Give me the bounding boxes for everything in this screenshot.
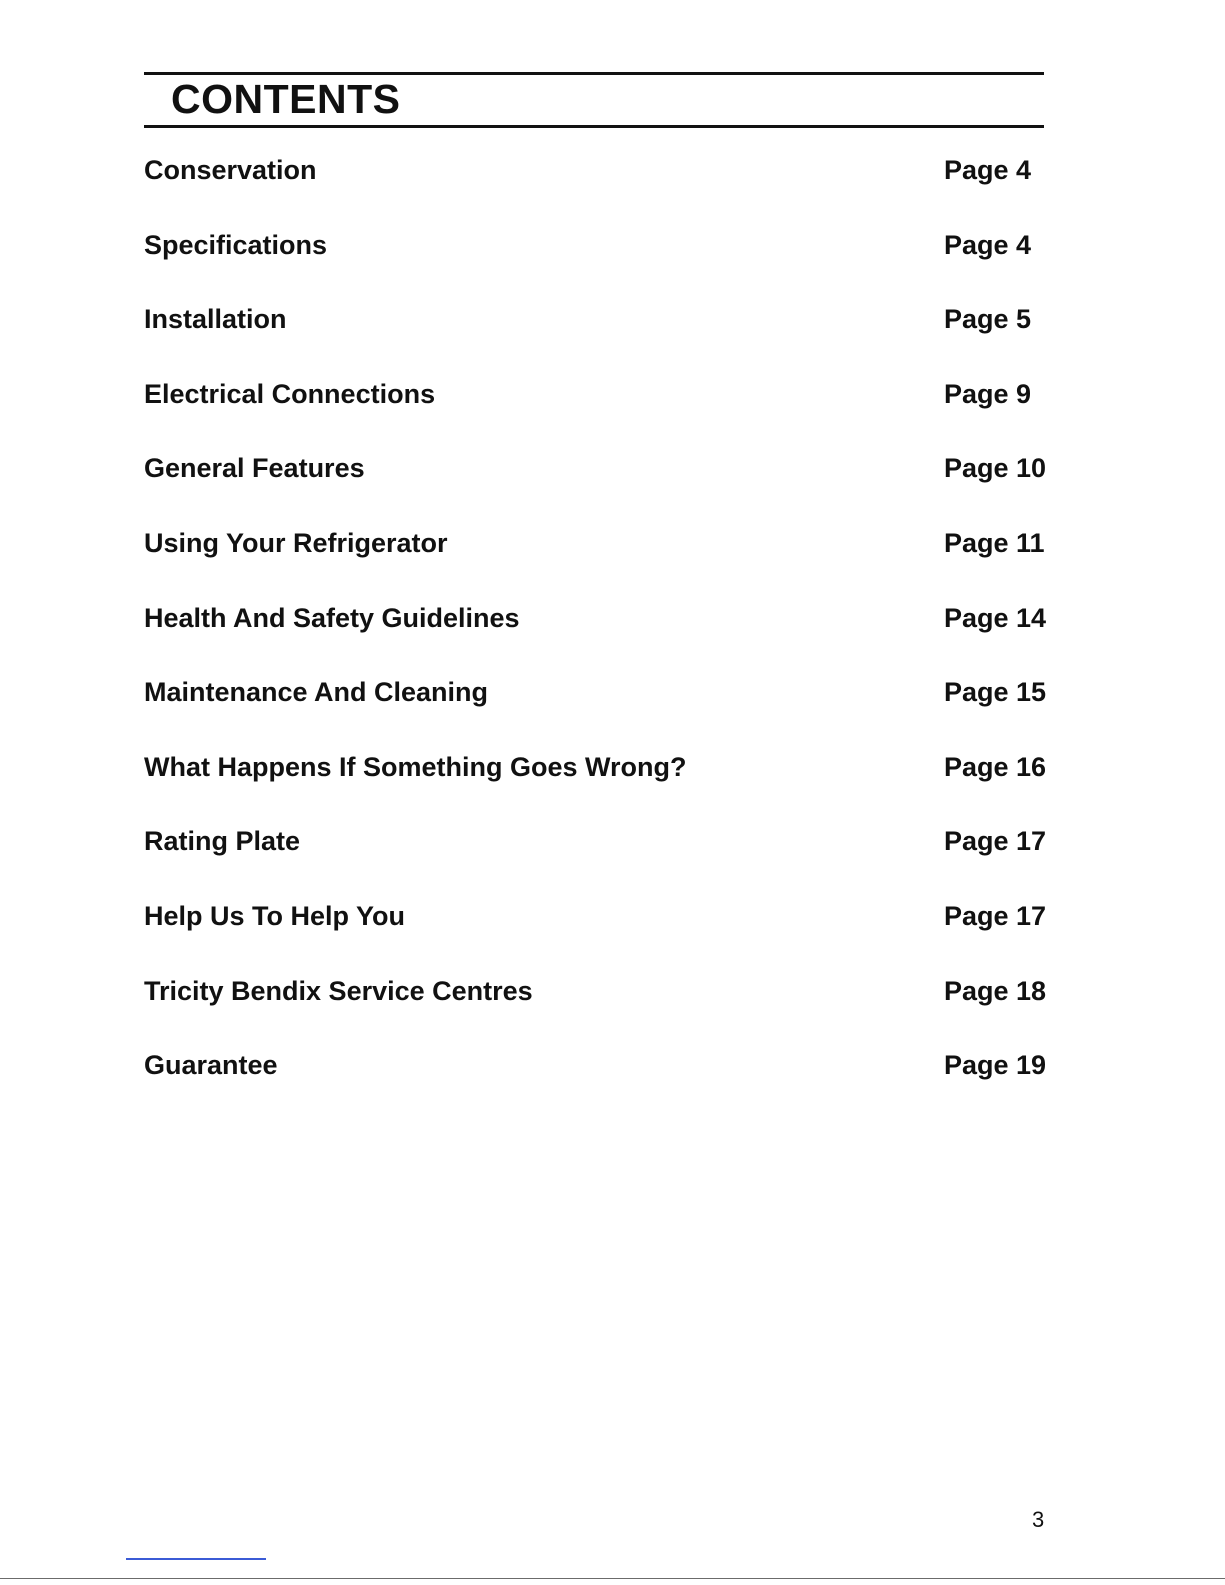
scan-artifact-mark — [126, 1558, 266, 1560]
toc-entry-page: Page 4 — [944, 155, 1032, 185]
toc-entry-label: Help Us To Help You — [144, 900, 406, 931]
toc-entry-page: Page 5 — [944, 304, 1032, 335]
toc-entry — [144, 598, 1047, 673]
toc-entry — [144, 150, 1044, 225]
toc-entry — [144, 747, 1047, 822]
toc-entry-page: Page 10 — [944, 453, 1047, 484]
toc-entry-label: Conservation — [144, 155, 317, 185]
page-number: 3 — [1032, 1507, 1045, 1532]
header-bottom-rule — [144, 125, 1044, 128]
toc-entry-label: Installation — [144, 304, 287, 335]
toc-entry-page: Page 18 — [944, 975, 1047, 1006]
toc-entry — [144, 821, 1047, 896]
toc-entry-label: Tricity Bendix Service Centres — [144, 975, 533, 1006]
toc-entry-label: Electrical Connections — [144, 378, 436, 409]
toc-entry — [144, 896, 1047, 971]
toc-entry — [144, 523, 1044, 598]
toc-entry — [144, 448, 1047, 523]
toc-entry-label: Specifications — [144, 229, 328, 260]
toc-entry-label: What Happens If Something Goes Wrong? — [144, 751, 687, 782]
scan-edge-line — [0, 1578, 1225, 1579]
toc-entry — [144, 971, 1047, 1046]
toc-entry — [144, 225, 1044, 300]
page-title: CONTENTS — [171, 76, 401, 122]
toc-entry-label: Maintenance And Cleaning — [144, 677, 489, 708]
toc-entry — [144, 374, 1044, 449]
toc-entry — [144, 1045, 1047, 1120]
toc-entry-page: Page 19 — [944, 1050, 1047, 1081]
toc-entry-label: General Features — [144, 453, 365, 484]
table-of-contents — [144, 150, 1047, 1120]
toc-entry-page: Page 17 — [944, 826, 1047, 857]
toc-entry-page: Page 9 — [944, 378, 1032, 409]
toc-entry-page: Page 16 — [944, 751, 1047, 782]
toc-entry-page: Page 15 — [944, 677, 1047, 708]
toc-entry-label: Using Your Refrigerator — [144, 527, 448, 558]
toc-entry-page: Page 17 — [944, 900, 1047, 931]
toc-entry — [144, 672, 1047, 747]
toc-entry-page: Page 4 — [944, 229, 1032, 260]
toc-entry — [144, 299, 1044, 374]
toc-entry-page: Page 11 — [944, 527, 1045, 558]
toc-entry-label: Health And Safety Guidelines — [144, 602, 520, 633]
toc-entry-label: Guarantee — [144, 1050, 278, 1081]
toc-entry-label: Rating Plate — [144, 826, 301, 857]
toc-entry-page: Page 14 — [944, 602, 1047, 633]
